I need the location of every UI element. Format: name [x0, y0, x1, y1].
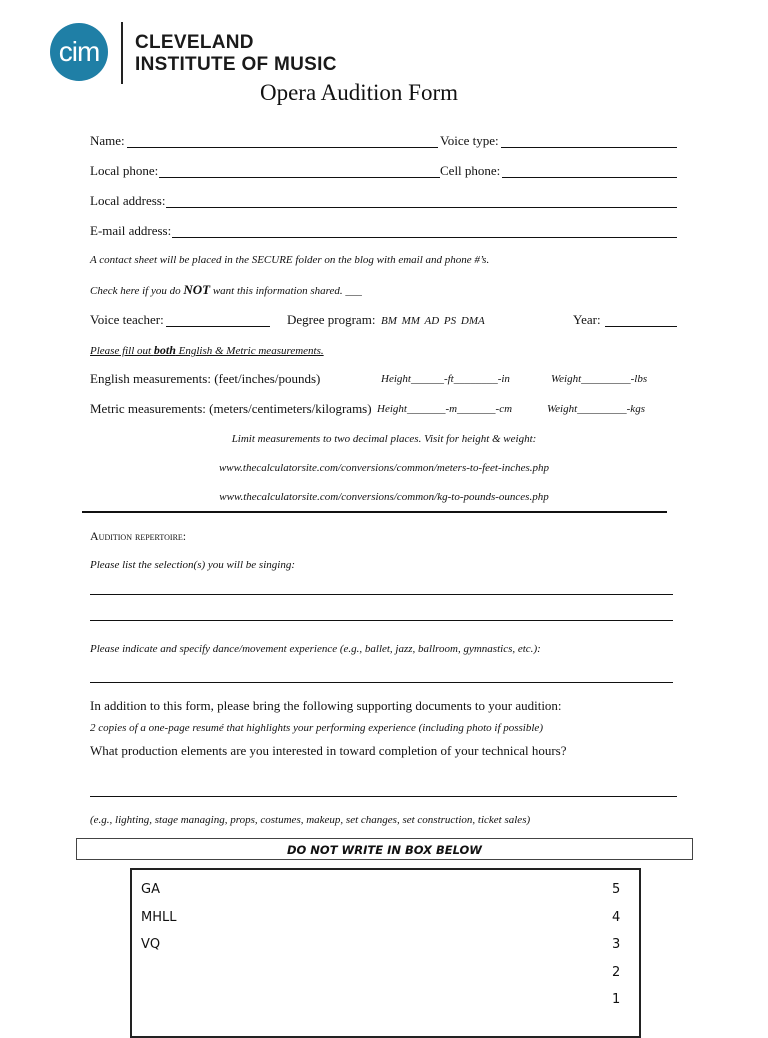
score-3: 3 — [612, 937, 621, 952]
supporting-documents-text: In addition to this form, please bring the following supporting documents to your audition: — [90, 698, 562, 713]
name-field[interactable] — [127, 147, 438, 148]
selection-line-1[interactable] — [90, 594, 673, 595]
selections-prompt: Please list the selection(s) you will be singing: — [90, 559, 295, 571]
metric-weight-field[interactable]: Weight_________-kgs — [547, 403, 645, 415]
metric-measurements-label: Metric measurements: (meters/centimeters/kilograms) — [90, 401, 372, 416]
height-conversion-link[interactable]: www.thecalculatorsite.com/conversions/common/meters-to-feet-inches.php — [218, 462, 550, 474]
contact-sheet-note: A contact sheet will be placed in the SECURE folder on the blog with email and phone #’s. — [90, 254, 490, 266]
voice-teacher-label: Voice teacher: — [90, 312, 164, 327]
metric-height-field[interactable]: Height_______-m_______-cm — [377, 403, 513, 415]
criterion-ga: GA — [141, 882, 160, 897]
voice-type-label: Voice type: — [440, 133, 499, 148]
criterion-vq: VQ — [141, 937, 161, 952]
score-1: 1 — [612, 992, 621, 1007]
voice-teacher-field[interactable] — [166, 326, 270, 327]
email-field[interactable] — [172, 237, 677, 238]
year-label: Year: — [573, 312, 601, 327]
form-title: Opera Audition Form — [259, 80, 459, 105]
voice-type-field[interactable] — [501, 147, 677, 148]
dance-experience-line[interactable] — [90, 682, 673, 683]
cell-phone-label: Cell phone: — [440, 163, 501, 178]
score-5: 5 — [612, 882, 621, 897]
selection-line-2[interactable] — [90, 620, 673, 621]
local-phone-field[interactable] — [159, 177, 440, 178]
criterion-mhll: MHLL — [141, 910, 177, 925]
logo-divider — [121, 22, 123, 84]
english-measurements-label: English measurements: (feet/inches/pounds) — [90, 371, 321, 386]
limit-measurements-note: Limit measurements to two decimal places. Visit for height & weight: — [231, 433, 537, 445]
resume-note: 2 copies of a one-page resumé that highlights your performing experience (including photo if possible) — [90, 722, 543, 734]
english-height-field[interactable]: Height______-ft________-in — [381, 373, 510, 385]
local-address-field[interactable] — [166, 207, 677, 208]
local-address-label: Local address: — [90, 193, 166, 208]
logo-text: cim — [58, 36, 100, 67]
year-field[interactable] — [605, 326, 677, 327]
section-divider — [82, 511, 667, 513]
weight-conversion-link[interactable]: www.thecalculatorsite.com/conversions/common/kg-to-pounds-ounces.php — [219, 491, 549, 503]
audition-repertoire-heading: Audition repertoire: — [90, 529, 187, 543]
degree-program-label: Degree program: — [287, 312, 376, 327]
measurements-instruction: Please fill out both English & Metric measurements. — [90, 343, 324, 357]
scoring-box — [130, 868, 641, 1038]
production-elements-question: What production elements are you interested in toward completion of your technical hours? — [90, 743, 567, 758]
production-examples-note: (e.g., lighting, stage managing, props, costumes, makeup, set changes, set construction, ticket sales) — [90, 814, 531, 826]
email-label: E-mail address: — [90, 223, 172, 238]
degree-options[interactable]: BM MM AD PS DMA — [381, 315, 485, 327]
score-2: 2 — [612, 965, 621, 980]
local-phone-label: Local phone: — [90, 163, 159, 178]
institution-name-line1: CLEVELAND — [135, 32, 254, 53]
english-weight-field[interactable]: Weight_________-lbs — [551, 373, 648, 385]
cell-phone-field[interactable] — [502, 177, 677, 178]
share-opt-out-note: Check here if you do NOT want this information shared. ___ — [90, 282, 362, 297]
dance-experience-prompt: Please indicate and specify dance/movement experience (e.g., ballet, jazz, ballroom, gymnastics, etc.): — [90, 643, 541, 655]
score-4: 4 — [612, 910, 621, 925]
production-elements-line[interactable] — [90, 796, 677, 797]
do-not-write-header: DO NOT WRITE IN BOX BELOW — [76, 838, 693, 860]
cim-logo — [50, 23, 108, 81]
name-label: Name: — [90, 133, 125, 148]
institution-name-line2: INSTITUTE OF MUSIC — [135, 54, 337, 75]
